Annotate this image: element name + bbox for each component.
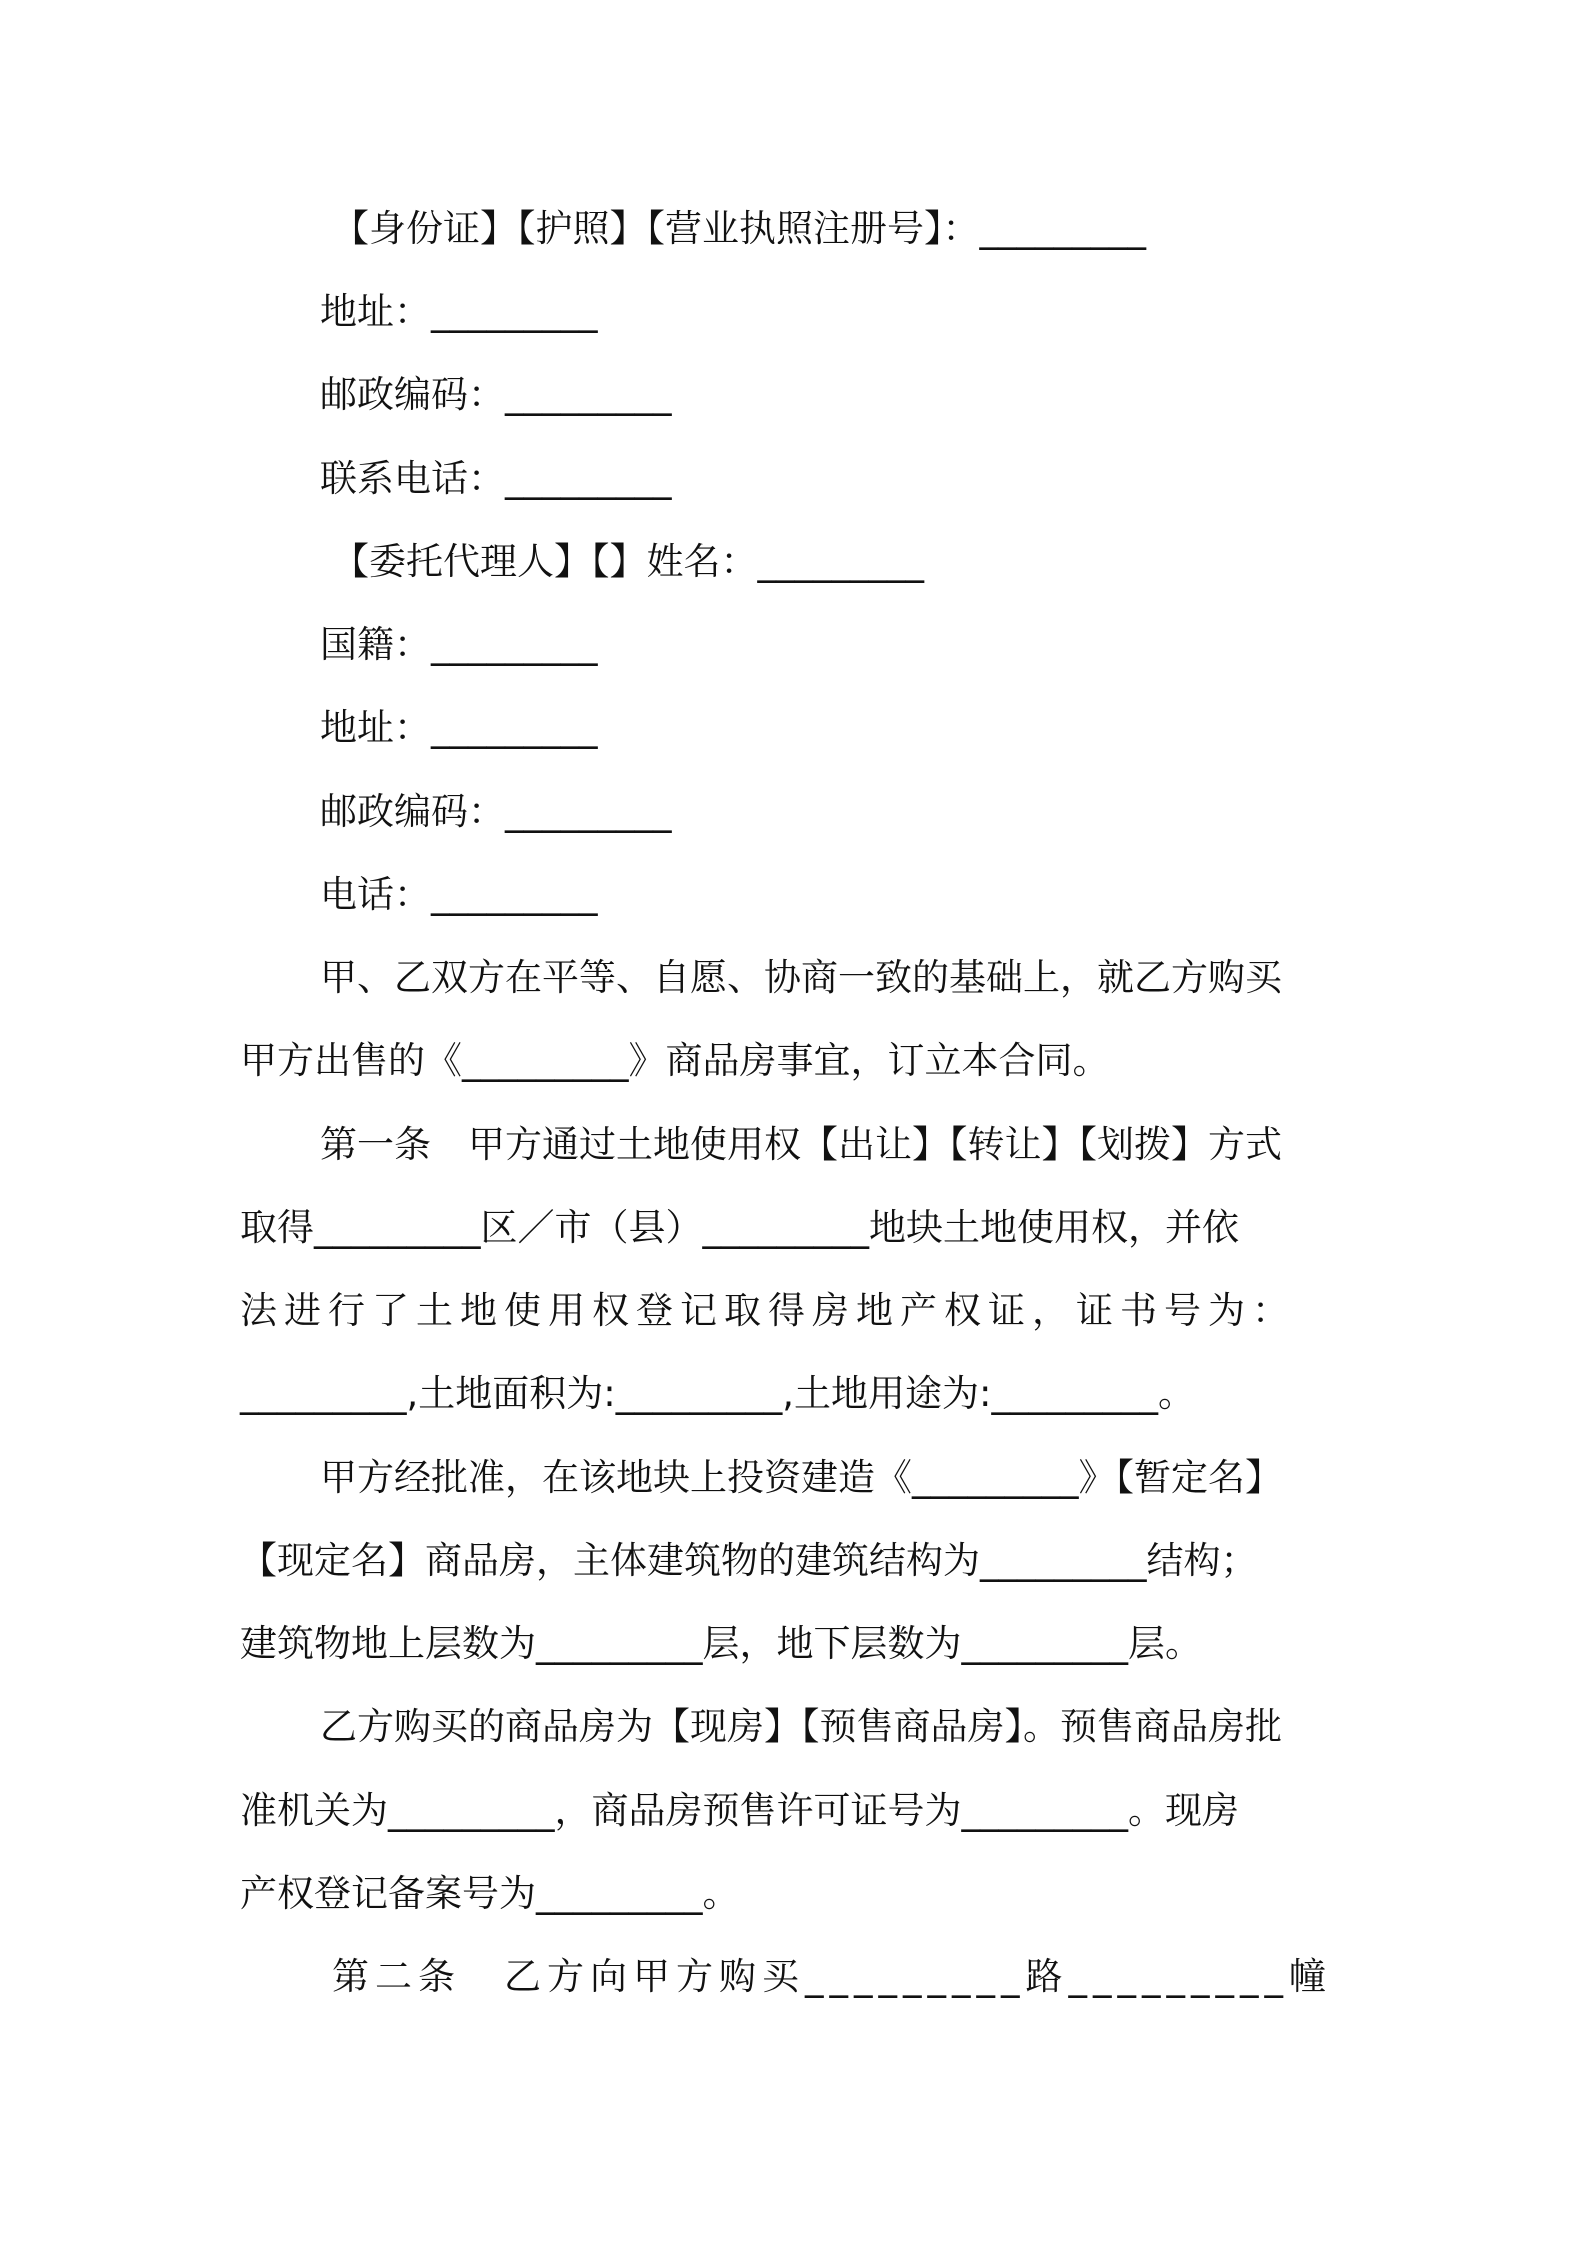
address-line: 地址：_________ xyxy=(320,290,598,333)
article-two-line-1: 第二条 乙方向甲方购买_________路_________幢 xyxy=(332,1955,1332,1998)
purchase-line-2: 准机关为_________，商品房预售许可证号为_________。现房 xyxy=(240,1789,1239,1832)
preamble-line-2: 甲方出售的《_________》商品房事宜，订立本合同。 xyxy=(240,1039,1110,1082)
contact-phone-line: 联系电话：_________ xyxy=(320,457,672,500)
agent-address-line: 地址：_________ xyxy=(320,706,598,749)
nationality-line: 国籍：_________ xyxy=(320,623,598,666)
approval-line-3: 建筑物地上层数为_________层，地下层数为_________层。 xyxy=(240,1622,1202,1665)
id-document-line: 【身份证】【护照】【营业执照注册号】：_________ xyxy=(332,207,1146,250)
purchase-line-3: 产权登记备案号为_________。 xyxy=(240,1872,740,1915)
article-one-line-1: 第一条 甲方通过土地使用权【出让】【转让】【划拨】方式 xyxy=(320,1123,1282,1166)
article-one-line-3: 法进行了土地使用权登记取得房地产权证，证书号为： xyxy=(240,1289,1296,1332)
approval-line-2: 【现定名】商品房，主体建筑物的建筑结构为_________结构； xyxy=(240,1539,1258,1582)
preamble-line-1: 甲、乙双方在平等、自愿、协商一致的基础上，就乙方购买 xyxy=(320,956,1282,999)
agent-postal-code-line: 邮政编码：_________ xyxy=(320,790,672,833)
agent-name-line: 【委托代理人】【】姓名：_________ xyxy=(332,540,924,583)
approval-line-1: 甲方经批准，在该地块上投资建造《_________》【暂定名】 xyxy=(320,1456,1282,1499)
purchase-line-1: 乙方购买的商品房为【现房】【预售商品房】。预售商品房批 xyxy=(320,1705,1282,1748)
agent-phone-line: 电话：_________ xyxy=(320,873,598,916)
postal-code-line: 邮政编码：_________ xyxy=(320,373,672,416)
article-one-line-2: 取得_________区／市（县）_________地块土地使用权，并依 xyxy=(240,1206,1239,1249)
article-one-line-4: _________,土地面积为:_________,土地用途为:_________。 xyxy=(240,1372,1195,1415)
